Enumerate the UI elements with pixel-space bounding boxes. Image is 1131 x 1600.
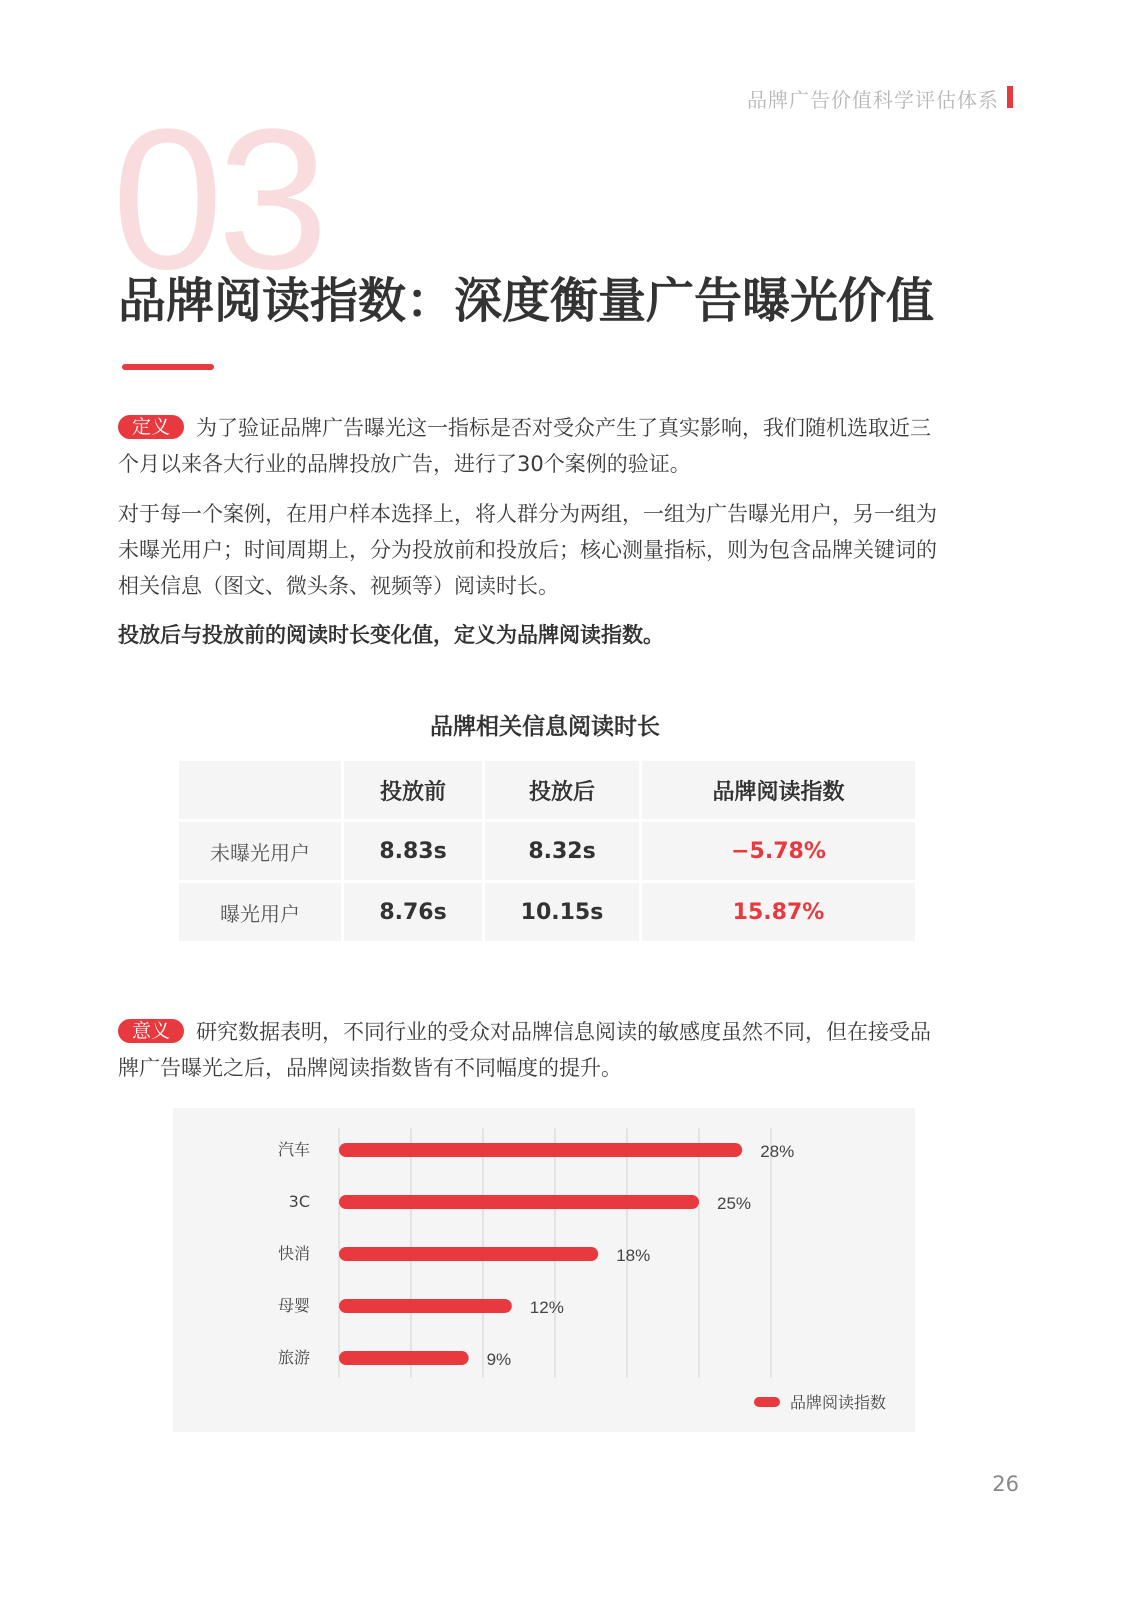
data-label: 18% bbox=[616, 1246, 651, 1265]
bar bbox=[339, 1195, 699, 1209]
cell-index: 15.87% bbox=[642, 883, 915, 941]
table-header-cell: 品牌阅读指数 bbox=[642, 761, 915, 819]
legend-swatch bbox=[754, 1397, 780, 1407]
data-label: 12% bbox=[529, 1298, 564, 1317]
definition-tag: 定义 bbox=[118, 415, 184, 439]
section-number: 03 bbox=[112, 88, 323, 311]
definition-paragraph bbox=[118, 410, 948, 482]
definition-text: 为了验证品牌广告曝光这一指标是否对受众产生了真实影响，我们随机选取近三个月以来各大行业的品牌投放广告，进行了30个案例的验证。 bbox=[118, 416, 932, 476]
bar bbox=[339, 1299, 512, 1313]
page-heading: 品牌阅读指数：深度衡量广告曝光价值 bbox=[118, 273, 935, 329]
table-header-row bbox=[179, 761, 915, 819]
row-label: 曝光用户 bbox=[179, 883, 341, 941]
table-header-cell: 投放前 bbox=[344, 761, 482, 819]
data-label: 25% bbox=[717, 1194, 752, 1213]
bar bbox=[339, 1247, 598, 1261]
data-label: 28% bbox=[760, 1142, 795, 1161]
cell-index: −5.78% bbox=[642, 822, 915, 880]
industry-bar-chart bbox=[173, 1108, 915, 1432]
category-label: 快消 bbox=[277, 1244, 310, 1263]
category-label: 母婴 bbox=[277, 1296, 310, 1315]
table-row bbox=[179, 883, 915, 941]
cell-before: 8.76s bbox=[344, 883, 482, 941]
bar bbox=[339, 1351, 469, 1365]
page-number: 26 bbox=[992, 1472, 1019, 1496]
category-label: 3C bbox=[288, 1192, 310, 1211]
header-title: 品牌广告价值科学评估体系 bbox=[747, 88, 999, 112]
header-accent-bar bbox=[1007, 86, 1013, 108]
category-label: 汽车 bbox=[277, 1140, 310, 1159]
meaning-paragraph bbox=[118, 1014, 948, 1086]
index-definition: 投放后与投放前的阅读时长变化值，定义为品牌阅读指数。 bbox=[118, 623, 664, 647]
legend-label: 品牌阅读指数 bbox=[790, 1393, 887, 1412]
table-row bbox=[179, 822, 915, 880]
cell-before: 8.83s bbox=[344, 822, 482, 880]
method-paragraph: 对于每一个案例，在用户样本选择上，将人群分为两组，一组为广告曝光用户，另一组为未曝光用户；时间周期上，分为投放前和投放后；核心测量指标，则为包含品牌关键词的相关信息（图文、微头条、视频等）阅读时长。 bbox=[118, 502, 937, 598]
category-label: 旅游 bbox=[277, 1348, 310, 1367]
table-header-cell: 投放后 bbox=[485, 761, 639, 819]
meaning-text: 研究数据表明，不同行业的受众对品牌信息阅读的敏感度虽然不同，但在接受品牌广告曝光之后，品牌阅读指数皆有不同幅度的提升。 bbox=[118, 1020, 932, 1080]
cell-after: 8.32s bbox=[485, 822, 639, 880]
meaning-tag: 意义 bbox=[118, 1019, 184, 1043]
data-label: 9% bbox=[486, 1350, 512, 1369]
heading-underline bbox=[122, 364, 214, 370]
reading-time-table bbox=[176, 758, 918, 944]
row-label: 未曝光用户 bbox=[179, 822, 341, 880]
table-title: 品牌相关信息阅读时长 bbox=[430, 714, 660, 740]
chart-svg bbox=[173, 1108, 915, 1432]
cell-after: 10.15s bbox=[485, 883, 639, 941]
table-header-cell bbox=[179, 761, 341, 819]
bar bbox=[339, 1143, 742, 1157]
